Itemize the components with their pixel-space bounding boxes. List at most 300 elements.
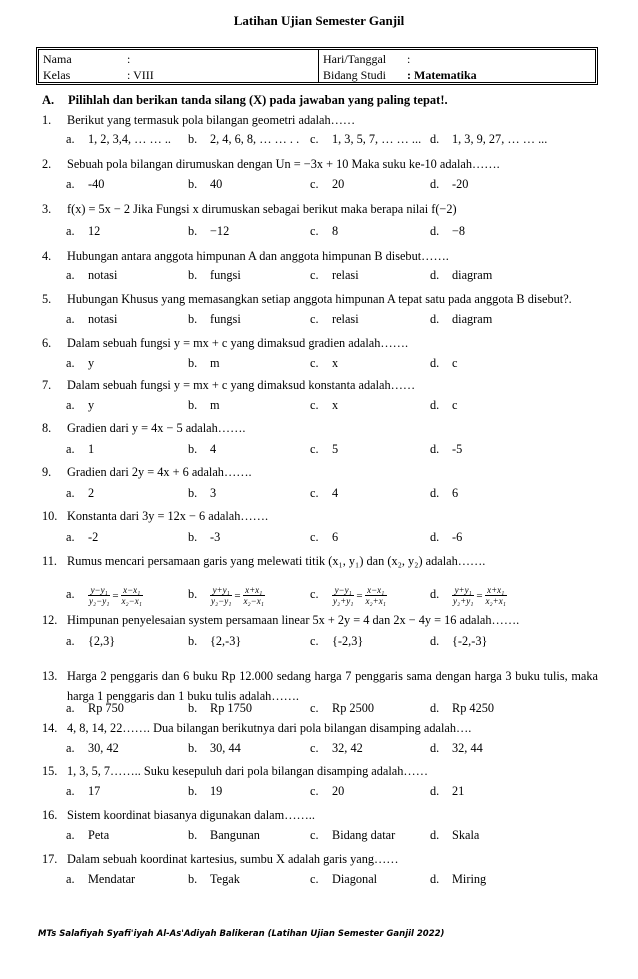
denominator: x₂+x₁ [485, 596, 506, 606]
options-row [0, 872, 638, 890]
option-letter: c. [310, 442, 319, 456]
fraction-left [88, 585, 110, 606]
option-b[interactable] [188, 741, 241, 756]
option-letter: a. [66, 486, 75, 500]
option-text: m [210, 398, 220, 412]
option-b[interactable] [188, 268, 241, 283]
question-number: 9. [42, 465, 52, 479]
option-c[interactable] [310, 741, 363, 756]
option-letter: d. [430, 634, 440, 648]
option-text: 20 [332, 177, 345, 191]
denominator: x₂−x₁ [243, 596, 264, 606]
options-row [0, 701, 638, 719]
option-letter: a. [66, 701, 75, 715]
option-b[interactable] [188, 701, 252, 716]
question-15 [42, 764, 428, 779]
option-a[interactable] [66, 701, 124, 716]
question-number: 17. [42, 852, 58, 866]
question-6 [42, 336, 408, 351]
option-b[interactable] [188, 530, 220, 545]
numerator: x−x₁ [365, 585, 387, 596]
numerator: y−y₁ [88, 585, 110, 596]
equals-sign: = [476, 589, 483, 602]
option-letter: d. [430, 268, 440, 282]
question-13 [42, 666, 598, 706]
option-text: 3 [210, 486, 217, 500]
option-text: 32, 44 [452, 741, 483, 755]
option-letter: b. [188, 828, 198, 842]
bidang-label: Bidang Studi [323, 68, 387, 82]
option-c[interactable] [310, 132, 421, 147]
option-text: {2,3} [88, 634, 116, 648]
question-number: 14. [42, 721, 58, 735]
question-12 [42, 613, 519, 628]
numerator: y−y₁ [332, 585, 354, 596]
fraction-left [210, 585, 232, 606]
option-d[interactable] [430, 356, 457, 371]
option-c[interactable] [310, 530, 338, 545]
option-letter: b. [188, 486, 198, 500]
option-text: 8 [332, 224, 339, 238]
numerator: x+x₁ [485, 585, 507, 596]
question-number: 3. [42, 202, 52, 216]
page-title: Latihan Ujian Semester Ganjil [233, 13, 405, 28]
question-number: 5. [42, 292, 52, 306]
option-text: Rp 750 [88, 701, 124, 715]
option-letter: d. [430, 587, 440, 602]
option-text: 12 [88, 224, 101, 238]
question-number: 2. [42, 157, 52, 171]
denominator: y₂+y₁ [453, 596, 474, 606]
option-b[interactable] [188, 872, 240, 887]
option-text: Tegak [210, 872, 240, 886]
denominator: x₂−x₁ [121, 596, 142, 606]
option-c[interactable] [310, 177, 344, 192]
question-text: Gradien dari 2y = 4x + 6 adalah……. [67, 465, 252, 479]
option-text: x [332, 356, 339, 370]
option-b[interactable] [188, 442, 216, 457]
option-letter: d. [430, 741, 440, 755]
option-c[interactable] [310, 268, 359, 283]
option-d[interactable] [430, 486, 458, 501]
options-row [0, 530, 638, 548]
option-letter: b. [188, 268, 198, 282]
option-d[interactable] [430, 442, 462, 457]
option-c[interactable] [310, 585, 387, 606]
numerator: y+y₁ [452, 585, 474, 596]
fraction-right [243, 585, 265, 606]
option-letter: d. [430, 398, 440, 412]
options-row [0, 634, 638, 652]
kelas-value: : VIII [127, 68, 154, 82]
option-c[interactable] [310, 784, 344, 799]
option-letter: c. [310, 486, 319, 500]
option-d[interactable] [430, 268, 492, 283]
option-text: 30, 44 [210, 741, 241, 755]
option-text: Rp 4250 [452, 701, 495, 715]
option-letter: a. [66, 177, 75, 191]
option-b[interactable] [188, 312, 241, 327]
option-text: 20 [332, 784, 345, 798]
denominator: y₂−y₁ [89, 596, 110, 606]
fraction-left [452, 585, 474, 606]
option-text: -3 [210, 530, 221, 544]
option-a[interactable] [66, 530, 98, 545]
question-number: 12. [42, 613, 58, 627]
option-a[interactable] [66, 177, 104, 192]
equals-sign: = [112, 589, 119, 602]
question-2 [42, 157, 500, 172]
option-letter: c. [310, 701, 319, 715]
question-text: Hubungan Khusus yang memasangkan setiap anggota himpunan A tepat satu pada anggota B disebut?. [67, 292, 572, 306]
equals-sign: = [234, 589, 241, 602]
option-text: 1, 2, 3,4, … … .. [88, 132, 172, 146]
option-letter: d. [430, 701, 440, 715]
question-3 [42, 202, 457, 217]
option-letter: d. [430, 784, 440, 798]
question-10 [42, 509, 268, 524]
option-letter: a. [66, 312, 75, 326]
options-row [0, 585, 638, 606]
question-1 [42, 113, 355, 128]
option-d[interactable] [430, 701, 494, 716]
section-instruction [42, 93, 448, 108]
question-text: Dalam sebuah fungsi y = mx + c yang dimaksud gradien adalah……. [67, 336, 409, 350]
option-letter: a. [66, 587, 75, 602]
question-text: Hubungan antara anggota himpunan A dan anggota himpunan B disebut……. [67, 249, 449, 263]
option-c[interactable] [310, 634, 363, 649]
option-text: Rp 1750 [210, 701, 253, 715]
options-row [0, 356, 638, 374]
options-row [0, 398, 638, 416]
fraction-left [332, 585, 354, 606]
option-letter: c. [310, 741, 319, 755]
option-letter: c. [310, 784, 319, 798]
options-row [0, 177, 638, 195]
bidang-row [323, 67, 477, 83]
option-letter: a. [66, 634, 75, 648]
option-a[interactable] [66, 442, 94, 457]
options-row [0, 486, 638, 504]
option-letter: a. [66, 398, 75, 412]
option-letter: c. [310, 634, 319, 648]
question-text: 4, 8, 14, 22……. Dua bilangan berikutnya dari pola bilangan disamping adalah…. [67, 721, 472, 735]
option-a[interactable] [66, 784, 100, 799]
option-text: -40 [88, 177, 105, 191]
option-a[interactable] [66, 132, 171, 147]
option-a[interactable] [66, 398, 94, 413]
option-letter: b. [188, 701, 198, 715]
option-text: 4 [332, 486, 339, 500]
option-a[interactable] [66, 585, 143, 606]
option-letter: a. [66, 224, 75, 238]
option-letter: a. [66, 530, 75, 544]
option-a[interactable] [66, 356, 94, 371]
option-text: relasi [332, 312, 359, 326]
option-c[interactable] [310, 356, 338, 371]
option-text: 6 [332, 530, 339, 544]
option-text: diagram [452, 268, 493, 282]
option-letter: b. [188, 132, 198, 146]
hari-label: Hari/Tanggal [323, 52, 387, 66]
option-text: 21 [452, 784, 465, 798]
option-letter: b. [188, 356, 198, 370]
option-letter: c. [310, 530, 319, 544]
question-text: Sebuah pola bilangan dirumuskan dengan Un = −3x + 10 Maka suku ke-10 adalah……. [67, 157, 500, 171]
equals-sign: = [356, 589, 363, 602]
option-b[interactable] [188, 585, 265, 606]
option-d[interactable] [430, 828, 479, 843]
option-letter: b. [188, 872, 198, 886]
numerator: x+x₁ [243, 585, 265, 596]
option-letter: b. [188, 530, 198, 544]
option-text: 32, 42 [332, 741, 363, 755]
option-b[interactable] [188, 356, 220, 371]
fraction-right [365, 585, 387, 606]
option-b[interactable] [188, 784, 222, 799]
hari-row [323, 51, 410, 67]
option-b[interactable] [188, 224, 229, 239]
denominator: x₂+x₁ [365, 596, 386, 606]
option-letter: b. [188, 398, 198, 412]
header-divider [318, 50, 319, 82]
options-row [0, 224, 638, 242]
option-letter: d. [430, 224, 440, 238]
option-letter: c. [310, 356, 319, 370]
option-c[interactable] [310, 872, 377, 887]
option-text: -20 [452, 177, 469, 191]
question-number: 4. [42, 249, 52, 263]
option-text: −12 [210, 224, 230, 238]
question-number: 10. [42, 509, 58, 523]
option-text: 1 [88, 442, 95, 456]
option-text: 1, 3, 5, 7, … … ... [332, 132, 422, 146]
options-row [0, 784, 638, 802]
option-letter: c. [310, 872, 319, 886]
option-text: 4 [210, 442, 217, 456]
numerator: y+y₁ [210, 585, 232, 596]
kelas-label: Kelas [43, 68, 71, 82]
option-text: diagram [452, 312, 493, 326]
question-text: Sistem koordinat biasanya digunakan dalam…….. [67, 808, 315, 822]
option-d[interactable] [430, 224, 465, 239]
fraction-right [485, 585, 507, 606]
option-text: Diagonal [332, 872, 378, 886]
option-letter: a. [66, 828, 75, 842]
option-text: {-2,-3} [452, 634, 488, 648]
option-text: Bangunan [210, 828, 260, 842]
option-text: 19 [210, 784, 223, 798]
option-letter: d. [430, 530, 440, 544]
option-text: notasi [88, 268, 118, 282]
question-text: 1, 3, 5, 7…….. Suku kesepuluh dari pola bilangan disamping adalah…… [67, 764, 428, 778]
option-d[interactable] [430, 177, 468, 192]
option-d[interactable] [430, 784, 464, 799]
question-5 [42, 292, 572, 307]
option-letter: d. [430, 442, 440, 456]
option-text: 1, 3, 9, 27, … … ... [452, 132, 548, 146]
option-text: c [452, 398, 458, 412]
option-a[interactable] [66, 741, 119, 756]
option-letter: c. [310, 177, 319, 191]
option-letter: c. [310, 132, 319, 146]
hari-value: : [407, 52, 411, 66]
nama-value: : [127, 52, 131, 66]
question-11 [42, 554, 485, 569]
option-text: Mendatar [88, 872, 136, 886]
nama-label: Nama [43, 52, 72, 66]
option-b[interactable] [188, 486, 216, 501]
option-c[interactable] [310, 442, 338, 457]
option-text: c [452, 356, 458, 370]
option-d[interactable] [430, 585, 507, 606]
option-text: 2 [88, 486, 95, 500]
question-number: 7. [42, 378, 52, 392]
option-c[interactable] [310, 701, 374, 716]
option-d[interactable] [430, 132, 547, 147]
option-text: relasi [332, 268, 359, 282]
option-text: 30, 42 [88, 741, 119, 755]
option-text: m [210, 356, 220, 370]
question-number: 11. [42, 554, 57, 568]
kelas-row [43, 67, 154, 83]
nama-row [43, 51, 130, 67]
option-c[interactable] [310, 828, 395, 843]
question-text: f(x) = 5x − 2 Jika Fungsi x dirumuskan sebagai berikut maka berapa nilai f(−2) [67, 202, 457, 216]
question-text: Rumus mencari persamaan garis yang melewati titik (x₁, y₁) dan (x₂, y₂) adalah……. [67, 554, 486, 568]
question-text: Gradien dari y = 4x − 5 adalah……. [67, 421, 246, 435]
option-letter: d. [430, 177, 440, 191]
option-letter: a. [66, 268, 75, 282]
option-letter: a. [66, 442, 75, 456]
option-text: −8 [452, 224, 466, 238]
option-text: Skala [452, 828, 480, 842]
options-row [0, 132, 638, 150]
question-16 [42, 808, 315, 823]
question-8 [42, 421, 245, 436]
question-text: Konstanta dari 3y = 12x − 6 adalah……. [67, 509, 269, 523]
option-letter: b. [188, 442, 198, 456]
option-letter: d. [430, 486, 440, 500]
option-a[interactable] [66, 634, 115, 649]
question-number: 8. [42, 421, 52, 435]
section-letter: A. [42, 93, 55, 107]
option-a[interactable] [66, 828, 109, 843]
option-d[interactable] [430, 530, 462, 545]
option-text: -2 [88, 530, 99, 544]
option-text: y [88, 398, 95, 412]
options-row [0, 442, 638, 460]
option-b[interactable] [188, 398, 220, 413]
option-d[interactable] [430, 634, 487, 649]
option-b[interactable] [188, 132, 299, 147]
denominator: y₂+y₁ [333, 596, 354, 606]
option-letter: c. [310, 398, 319, 412]
footer-text: MTs Salafiyah Syafi'iyah Al-As'Adiyah Balikeran (Latihan Ujian Semester Ganjil 2022) [38, 929, 445, 939]
option-text: fungsi [210, 312, 241, 326]
option-d[interactable] [430, 398, 457, 413]
option-text: 2, 4, 6, 8, … … . . [210, 132, 300, 146]
options-row [0, 741, 638, 759]
option-letter: c. [310, 587, 319, 602]
option-d[interactable] [430, 312, 492, 327]
option-letter: a. [66, 872, 75, 886]
denominator: y₂−y₁ [211, 596, 232, 606]
options-row [0, 828, 638, 846]
option-a[interactable] [66, 486, 94, 501]
option-text: 17 [88, 784, 101, 798]
option-text: 6 [452, 486, 459, 500]
option-text: Rp 2500 [332, 701, 375, 715]
header-table [36, 47, 598, 85]
option-text: {2,-3} [210, 634, 242, 648]
option-letter: d. [430, 312, 440, 326]
option-text: -5 [452, 442, 463, 456]
option-letter: b. [188, 177, 198, 191]
option-text: fungsi [210, 268, 241, 282]
option-b[interactable] [188, 177, 222, 192]
option-letter: d. [430, 872, 440, 886]
option-d[interactable] [430, 872, 486, 887]
question-7 [42, 378, 415, 393]
bidang-value: : Matematika [407, 68, 477, 82]
option-letter: b. [188, 587, 198, 602]
option-letter: b. [188, 784, 198, 798]
option-a[interactable] [66, 224, 100, 239]
option-letter: a. [66, 784, 75, 798]
question-4 [42, 249, 449, 264]
question-14 [42, 721, 471, 736]
option-c[interactable] [310, 312, 359, 327]
option-text: Miring [452, 872, 487, 886]
option-letter: c. [310, 828, 319, 842]
option-letter: c. [310, 312, 319, 326]
option-text: 40 [210, 177, 223, 191]
question-text: Harga 2 penggaris dan 6 buku Rp 12.000 sedang harga 7 penggaris sama dengan harga 3 buku tulis, maka harga 1 penggaris dan 1 buku tulis adalah……. [67, 669, 598, 703]
option-a[interactable] [66, 268, 117, 283]
question-9 [42, 465, 252, 480]
option-letter: a. [66, 132, 75, 146]
option-d[interactable] [430, 741, 483, 756]
option-text: Peta [88, 828, 110, 842]
option-letter: a. [66, 356, 75, 370]
option-c[interactable] [310, 398, 338, 413]
option-b[interactable] [188, 634, 241, 649]
option-text: x [332, 398, 339, 412]
option-a[interactable] [66, 872, 135, 887]
option-letter: b. [188, 634, 198, 648]
question-text: Dalam sebuah koordinat kartesius, sumbu X adalah garis yang…… [67, 852, 399, 866]
option-text: notasi [88, 312, 118, 326]
question-text: Berikut yang termasuk pola bilangan geometri adalah…… [67, 113, 356, 127]
question-17 [42, 852, 399, 867]
section-text: Pilihlah dan berikan tanda silang (X) pada jawaban yang paling tepat!. [68, 93, 448, 107]
option-c[interactable] [310, 224, 338, 239]
option-c[interactable] [310, 486, 338, 501]
option-text: y [88, 356, 95, 370]
question-number: 16. [42, 808, 58, 822]
option-text: -6 [452, 530, 463, 544]
option-b[interactable] [188, 828, 260, 843]
question-text: Dalam sebuah fungsi y = mx + c yang dimaksud konstanta adalah…… [67, 378, 416, 392]
option-letter: a. [66, 741, 75, 755]
options-row [0, 268, 638, 286]
numerator: x−x₁ [121, 585, 143, 596]
option-a[interactable] [66, 312, 117, 327]
option-text: Bidang datar [332, 828, 396, 842]
question-text: Himpunan penyelesaian system persamaan linear 5x + 2y = 4 dan 2x − 4y = 16 adalah……. [67, 613, 520, 627]
option-letter: d. [430, 828, 440, 842]
